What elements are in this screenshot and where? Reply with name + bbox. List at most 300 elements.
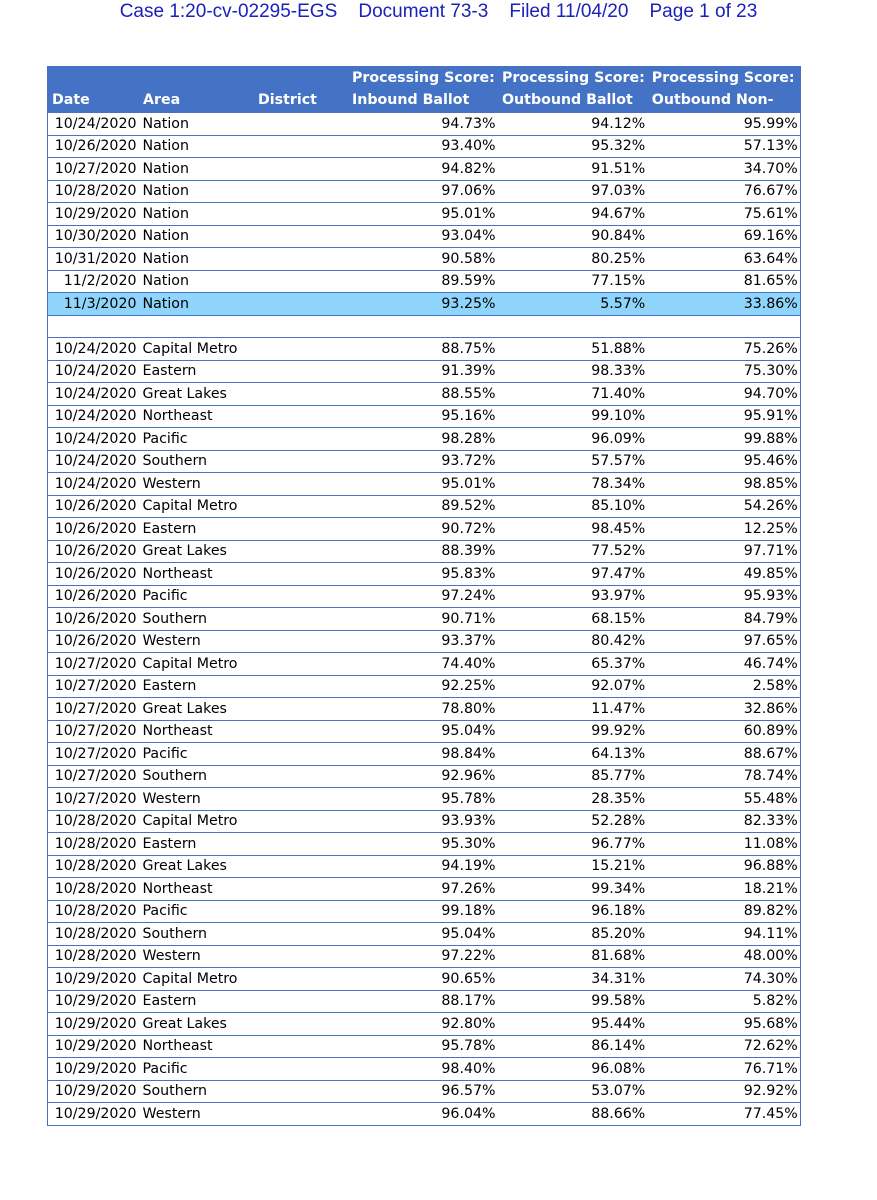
outbound-ballot-cell: 99.58%: [498, 990, 648, 1013]
inbound-ballot-cell: 95.01%: [348, 473, 498, 496]
date-cell: 11/2/2020: [48, 270, 139, 293]
outbound-ballot-cell: 98.45%: [498, 518, 648, 541]
table-row: [48, 810, 801, 833]
outbound-ballot-cell: 86.14%: [498, 1035, 648, 1058]
table-row: [48, 833, 801, 856]
outbound-non-cell: 77.45%: [647, 1103, 800, 1126]
inbound-ballot-cell: 95.01%: [348, 203, 498, 226]
date-cell: 10/24/2020: [48, 383, 139, 406]
inbound-ballot-cell: 93.04%: [348, 225, 498, 248]
inbound-ballot-cell: 95.30%: [348, 833, 498, 856]
date-cell: 10/28/2020: [48, 180, 139, 203]
inbound-ballot-cell: 97.06%: [348, 180, 498, 203]
area-cell: Great Lakes: [139, 855, 254, 878]
district-cell: [254, 270, 348, 293]
district-cell: [254, 1058, 348, 1081]
district-cell: [254, 360, 348, 383]
outbound-ballot-cell: 11.47%: [498, 698, 648, 721]
outbound-ballot-cell: 15.21%: [498, 855, 648, 878]
date-cell: 10/28/2020: [48, 900, 139, 923]
column-header-area: Area: [139, 67, 254, 113]
inbound-ballot-cell: 74.40%: [348, 653, 498, 676]
outbound-non-cell: 88.67%: [647, 743, 800, 766]
outbound-non-cell: 69.16%: [647, 225, 800, 248]
district-cell: [254, 698, 348, 721]
inbound-ballot-cell: 95.04%: [348, 923, 498, 946]
inbound-ballot-cell: 99.18%: [348, 900, 498, 923]
column-header-outbound-non: Processing Score: Outbound Non-: [647, 67, 800, 113]
inbound-ballot-cell: 93.93%: [348, 810, 498, 833]
date-cell: 10/29/2020: [48, 1103, 139, 1126]
inbound-ballot-cell: 95.83%: [348, 563, 498, 586]
table-row: [48, 563, 801, 586]
district-cell: [254, 1080, 348, 1103]
area-cell: Northeast: [139, 1035, 254, 1058]
table-row: [48, 428, 801, 451]
inbound-ballot-cell: 94.19%: [348, 855, 498, 878]
area-cell: Capital Metro: [139, 810, 254, 833]
outbound-ballot-cell: 80.25%: [498, 248, 648, 271]
area-cell: Western: [139, 473, 254, 496]
table-row: [48, 450, 801, 473]
inbound-ballot-cell: 93.25%: [348, 293, 498, 316]
date-cell: 10/26/2020: [48, 563, 139, 586]
outbound-ballot-cell: 51.88%: [498, 338, 648, 361]
date-cell: 10/28/2020: [48, 945, 139, 968]
outbound-ballot-cell: 34.31%: [498, 968, 648, 991]
inbound-ballot-cell: 93.37%: [348, 630, 498, 653]
outbound-ballot-cell: 99.10%: [498, 405, 648, 428]
area-cell: Great Lakes: [139, 540, 254, 563]
outbound-non-cell: 75.61%: [647, 203, 800, 226]
inbound-ballot-cell: 90.72%: [348, 518, 498, 541]
district-cell: [254, 833, 348, 856]
area-cell: Southern: [139, 608, 254, 631]
date-cell: 10/27/2020: [48, 788, 139, 811]
date-cell: 10/26/2020: [48, 495, 139, 518]
table-row: [48, 720, 801, 743]
area-cell: Eastern: [139, 990, 254, 1013]
inbound-ballot-cell: 93.72%: [348, 450, 498, 473]
outbound-non-cell: 63.64%: [647, 248, 800, 271]
table-row: [48, 405, 801, 428]
date-cell: 10/24/2020: [48, 450, 139, 473]
area-cell: Great Lakes: [139, 383, 254, 406]
column-header-date: Date: [48, 67, 139, 113]
district-cell: [254, 878, 348, 901]
district-cell: [254, 968, 348, 991]
outbound-ballot-cell: 64.13%: [498, 743, 648, 766]
outbound-non-cell: 78.74%: [647, 765, 800, 788]
district-cell: [254, 563, 348, 586]
inbound-ballot-cell: 92.25%: [348, 675, 498, 698]
area-cell: Pacific: [139, 1058, 254, 1081]
date-cell: 10/24/2020: [48, 113, 139, 136]
date-cell: 10/27/2020: [48, 698, 139, 721]
date-cell: 10/26/2020: [48, 608, 139, 631]
outbound-non-cell: 97.71%: [647, 540, 800, 563]
outbound-non-cell: 46.74%: [647, 653, 800, 676]
outbound-ballot-cell: 77.15%: [498, 270, 648, 293]
area-cell: Great Lakes: [139, 698, 254, 721]
area-cell: Pacific: [139, 585, 254, 608]
date-cell: 10/26/2020: [48, 135, 139, 158]
outbound-non-cell: 60.89%: [647, 720, 800, 743]
date-cell: 10/29/2020: [48, 990, 139, 1013]
district-cell: [254, 675, 348, 698]
outbound-ballot-cell: 57.57%: [498, 450, 648, 473]
table-row: [48, 248, 801, 271]
date-cell: 10/28/2020: [48, 855, 139, 878]
area-cell: Capital Metro: [139, 338, 254, 361]
date-cell: 10/26/2020: [48, 540, 139, 563]
inbound-ballot-cell: 89.52%: [348, 495, 498, 518]
table-row: [48, 923, 801, 946]
outbound-ballot-cell: 99.92%: [498, 720, 648, 743]
date-cell: 10/27/2020: [48, 743, 139, 766]
area-cell: Southern: [139, 1080, 254, 1103]
outbound-ballot-cell: 52.28%: [498, 810, 648, 833]
table-row: [48, 203, 801, 226]
district-cell: [254, 225, 348, 248]
outbound-non-cell: 12.25%: [647, 518, 800, 541]
date-cell: 10/29/2020: [48, 1080, 139, 1103]
district-cell: [254, 765, 348, 788]
inbound-ballot-cell: 88.75%: [348, 338, 498, 361]
processing-score-table: [47, 66, 801, 1126]
district-cell: [254, 720, 348, 743]
district-cell: [254, 1035, 348, 1058]
inbound-ballot-cell: 97.22%: [348, 945, 498, 968]
district-cell: [254, 923, 348, 946]
area-cell: Nation: [139, 158, 254, 181]
table-row: [48, 653, 801, 676]
area-cell: Eastern: [139, 833, 254, 856]
area-cell: Nation: [139, 270, 254, 293]
table-row-highlighted: [48, 293, 801, 316]
area-cell: Nation: [139, 203, 254, 226]
date-cell: 10/27/2020: [48, 765, 139, 788]
outbound-ballot-cell: 97.03%: [498, 180, 648, 203]
area-cell: Western: [139, 945, 254, 968]
table-row: [48, 855, 801, 878]
outbound-non-cell: 76.71%: [647, 1058, 800, 1081]
outbound-non-cell: 33.86%: [647, 293, 800, 316]
outbound-non-cell: 95.93%: [647, 585, 800, 608]
table-row: [48, 383, 801, 406]
area-cell: Western: [139, 630, 254, 653]
header-row: [48, 67, 801, 113]
outbound-non-cell: 57.13%: [647, 135, 800, 158]
inbound-ballot-cell: 98.40%: [348, 1058, 498, 1081]
table-row: [48, 135, 801, 158]
outbound-ballot-cell: 81.68%: [498, 945, 648, 968]
area-cell: Pacific: [139, 900, 254, 923]
outbound-non-cell: 74.30%: [647, 968, 800, 991]
district-cell: [254, 855, 348, 878]
column-header-district: District: [254, 67, 348, 113]
area-cell: Nation: [139, 248, 254, 271]
inbound-ballot-cell: 92.80%: [348, 1013, 498, 1036]
table-row: [48, 968, 801, 991]
date-cell: 10/28/2020: [48, 833, 139, 856]
area-cell: Southern: [139, 923, 254, 946]
outbound-ballot-cell: 96.77%: [498, 833, 648, 856]
inbound-ballot-cell: 88.55%: [348, 383, 498, 406]
area-cell: Capital Metro: [139, 495, 254, 518]
outbound-ballot-cell: 94.67%: [498, 203, 648, 226]
district-cell: [254, 158, 348, 181]
area-cell: Nation: [139, 293, 254, 316]
district-cell: [254, 495, 348, 518]
area-cell: Nation: [139, 113, 254, 136]
district-cell: [254, 338, 348, 361]
outbound-non-cell: 94.11%: [647, 923, 800, 946]
outbound-ballot-cell: 90.84%: [498, 225, 648, 248]
district-cell: [254, 135, 348, 158]
table-row: [48, 900, 801, 923]
date-cell: 10/27/2020: [48, 720, 139, 743]
date-cell: 10/28/2020: [48, 878, 139, 901]
outbound-ballot-cell: 95.44%: [498, 1013, 648, 1036]
case-header: Case 1:20-cv-02295-EGS Document 73-3 Filed 11/04/20 Page 1 of 23: [119, 1, 758, 22]
inbound-ballot-cell: 91.39%: [348, 360, 498, 383]
table-row: [48, 338, 801, 361]
outbound-non-cell: 2.58%: [647, 675, 800, 698]
outbound-non-cell: 48.00%: [647, 945, 800, 968]
date-cell: 10/29/2020: [48, 968, 139, 991]
date-cell: 10/27/2020: [48, 675, 139, 698]
outbound-non-cell: 32.86%: [647, 698, 800, 721]
outbound-ballot-cell: 93.97%: [498, 585, 648, 608]
district-cell: [254, 788, 348, 811]
district-cell: [254, 405, 348, 428]
outbound-non-cell: 98.85%: [647, 473, 800, 496]
area-cell: Southern: [139, 765, 254, 788]
date-cell: 10/24/2020: [48, 405, 139, 428]
inbound-ballot-cell: 94.73%: [348, 113, 498, 136]
table-row: [48, 270, 801, 293]
outbound-ballot-cell: 96.18%: [498, 900, 648, 923]
area-cell: Eastern: [139, 675, 254, 698]
district-cell: [254, 630, 348, 653]
inbound-ballot-cell: 88.17%: [348, 990, 498, 1013]
table-row: [48, 608, 801, 631]
district-cell: [254, 203, 348, 226]
area-cell: Great Lakes: [139, 1013, 254, 1036]
date-cell: 10/29/2020: [48, 1035, 139, 1058]
date-cell: 10/24/2020: [48, 360, 139, 383]
outbound-non-cell: 5.82%: [647, 990, 800, 1013]
district-cell: [254, 585, 348, 608]
area-cell: Eastern: [139, 360, 254, 383]
outbound-non-cell: 94.70%: [647, 383, 800, 406]
table-row: [48, 945, 801, 968]
outbound-non-cell: 49.85%: [647, 563, 800, 586]
table-row: [48, 878, 801, 901]
column-header-inbound-ballot: Processing Score: Inbound Ballot: [348, 67, 498, 113]
date-cell: 10/29/2020: [48, 1058, 139, 1081]
outbound-non-cell: 11.08%: [647, 833, 800, 856]
outbound-ballot-cell: 71.40%: [498, 383, 648, 406]
outbound-non-cell: 54.26%: [647, 495, 800, 518]
district-cell: [254, 473, 348, 496]
outbound-ballot-cell: 80.42%: [498, 630, 648, 653]
outbound-non-cell: 18.21%: [647, 878, 800, 901]
date-cell: 10/28/2020: [48, 923, 139, 946]
table-row: [48, 1035, 801, 1058]
outbound-ballot-cell: 96.09%: [498, 428, 648, 451]
district-cell: [254, 990, 348, 1013]
inbound-ballot-cell: 92.96%: [348, 765, 498, 788]
table-row: [48, 495, 801, 518]
outbound-non-cell: 81.65%: [647, 270, 800, 293]
blank-cell: [48, 315, 801, 338]
outbound-non-cell: 84.79%: [647, 608, 800, 631]
area-cell: Northeast: [139, 720, 254, 743]
outbound-ballot-cell: 98.33%: [498, 360, 648, 383]
district-cell: [254, 248, 348, 271]
area-cell: Northeast: [139, 563, 254, 586]
outbound-ballot-cell: 91.51%: [498, 158, 648, 181]
table-row: [48, 225, 801, 248]
inbound-ballot-cell: 95.16%: [348, 405, 498, 428]
outbound-ballot-cell: 53.07%: [498, 1080, 648, 1103]
district-cell: [254, 518, 348, 541]
inbound-ballot-cell: 89.59%: [348, 270, 498, 293]
table-row: [48, 473, 801, 496]
inbound-ballot-cell: 97.26%: [348, 878, 498, 901]
district-cell: [254, 945, 348, 968]
outbound-non-cell: 82.33%: [647, 810, 800, 833]
outbound-ballot-cell: 78.34%: [498, 473, 648, 496]
outbound-non-cell: 97.65%: [647, 630, 800, 653]
outbound-non-cell: 95.99%: [647, 113, 800, 136]
outbound-ballot-cell: 28.35%: [498, 788, 648, 811]
date-cell: 10/27/2020: [48, 653, 139, 676]
outbound-non-cell: 34.70%: [647, 158, 800, 181]
inbound-ballot-cell: 96.04%: [348, 1103, 498, 1126]
date-cell: 11/3/2020: [48, 293, 139, 316]
inbound-ballot-cell: 90.71%: [348, 608, 498, 631]
inbound-ballot-cell: 90.65%: [348, 968, 498, 991]
outbound-non-cell: 92.92%: [647, 1080, 800, 1103]
area-cell: Northeast: [139, 878, 254, 901]
area-cell: Western: [139, 788, 254, 811]
date-cell: 10/26/2020: [48, 518, 139, 541]
outbound-ballot-cell: 65.37%: [498, 653, 648, 676]
table-row: [48, 113, 801, 136]
district-cell: [254, 450, 348, 473]
inbound-ballot-cell: 78.80%: [348, 698, 498, 721]
date-cell: 10/24/2020: [48, 338, 139, 361]
outbound-non-cell: 95.46%: [647, 450, 800, 473]
district-cell: [254, 608, 348, 631]
area-cell: Nation: [139, 180, 254, 203]
inbound-ballot-cell: 98.28%: [348, 428, 498, 451]
outbound-non-cell: 76.67%: [647, 180, 800, 203]
district-cell: [254, 180, 348, 203]
inbound-ballot-cell: 96.57%: [348, 1080, 498, 1103]
outbound-ballot-cell: 85.20%: [498, 923, 648, 946]
table-row: [48, 1080, 801, 1103]
inbound-ballot-cell: 97.24%: [348, 585, 498, 608]
date-cell: 10/29/2020: [48, 1013, 139, 1036]
outbound-non-cell: 96.88%: [647, 855, 800, 878]
inbound-ballot-cell: 93.40%: [348, 135, 498, 158]
outbound-ballot-cell: 77.52%: [498, 540, 648, 563]
blank-separator-row: [48, 315, 801, 338]
outbound-ballot-cell: 99.34%: [498, 878, 648, 901]
table-row: [48, 180, 801, 203]
inbound-ballot-cell: 95.78%: [348, 1035, 498, 1058]
outbound-ballot-cell: 92.07%: [498, 675, 648, 698]
inbound-ballot-cell: 95.04%: [348, 720, 498, 743]
inbound-ballot-cell: 88.39%: [348, 540, 498, 563]
date-cell: 10/31/2020: [48, 248, 139, 271]
table-row: [48, 585, 801, 608]
outbound-ballot-cell: 96.08%: [498, 1058, 648, 1081]
date-cell: 10/24/2020: [48, 473, 139, 496]
area-cell: Eastern: [139, 518, 254, 541]
area-cell: Capital Metro: [139, 968, 254, 991]
table-row: [48, 675, 801, 698]
date-cell: 10/30/2020: [48, 225, 139, 248]
outbound-non-cell: 72.62%: [647, 1035, 800, 1058]
outbound-ballot-cell: 97.47%: [498, 563, 648, 586]
date-cell: 10/27/2020: [48, 158, 139, 181]
date-cell: 10/26/2020: [48, 630, 139, 653]
district-cell: [254, 113, 348, 136]
table-row: [48, 518, 801, 541]
outbound-non-cell: 75.30%: [647, 360, 800, 383]
district-cell: [254, 653, 348, 676]
inbound-ballot-cell: 98.84%: [348, 743, 498, 766]
table-row: [48, 630, 801, 653]
outbound-ballot-cell: 95.32%: [498, 135, 648, 158]
table-row: [48, 1013, 801, 1036]
date-cell: 10/28/2020: [48, 810, 139, 833]
outbound-non-cell: 89.82%: [647, 900, 800, 923]
date-cell: 10/24/2020: [48, 428, 139, 451]
district-cell: [254, 383, 348, 406]
inbound-ballot-cell: 95.78%: [348, 788, 498, 811]
district-cell: [254, 743, 348, 766]
area-cell: Nation: [139, 225, 254, 248]
outbound-ballot-cell: 88.66%: [498, 1103, 648, 1126]
table-row: [48, 360, 801, 383]
outbound-ballot-cell: 94.12%: [498, 113, 648, 136]
table-row: [48, 1058, 801, 1081]
table-row: [48, 743, 801, 766]
inbound-ballot-cell: 90.58%: [348, 248, 498, 271]
area-cell: Northeast: [139, 405, 254, 428]
outbound-non-cell: 55.48%: [647, 788, 800, 811]
column-header-outbound-ballot: Processing Score: Outbound Ballot: [498, 67, 648, 113]
area-cell: Western: [139, 1103, 254, 1126]
table-row: [48, 698, 801, 721]
district-cell: [254, 293, 348, 316]
outbound-ballot-cell: 68.15%: [498, 608, 648, 631]
area-cell: Pacific: [139, 428, 254, 451]
district-cell: [254, 810, 348, 833]
table-row: [48, 765, 801, 788]
outbound-non-cell: 95.91%: [647, 405, 800, 428]
district-cell: [254, 900, 348, 923]
table-body: [48, 113, 801, 1126]
outbound-non-cell: 99.88%: [647, 428, 800, 451]
district-cell: [254, 540, 348, 563]
